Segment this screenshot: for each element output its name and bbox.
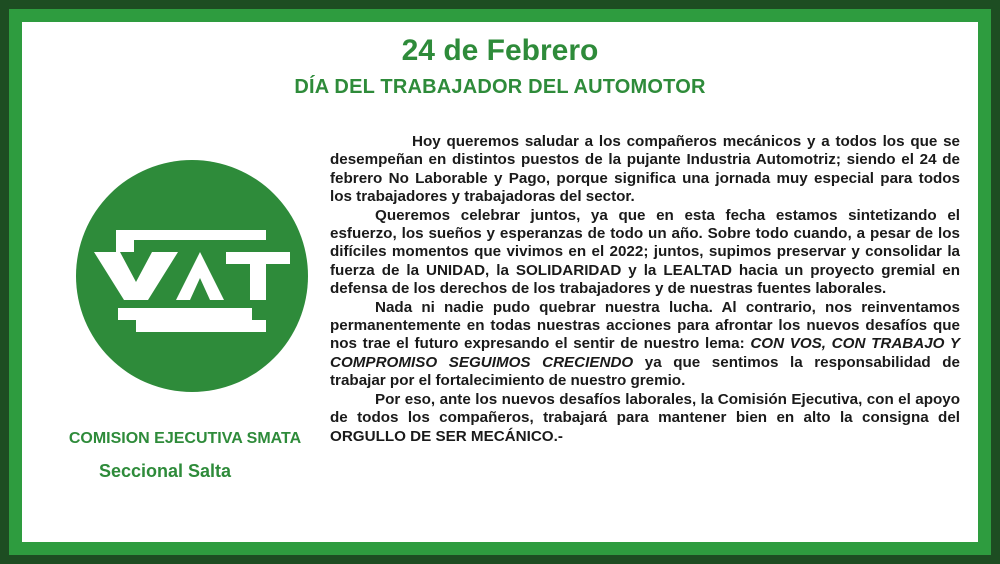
paragraph-4: Por eso, ante los nuevos desafíos laborales, la Comisión Ejecutiva, con el apoyo de todos los compañeros, trabajará para mantener bien en alto la consigna del ORGULLO DE SER MECÁNICO.-: [330, 390, 960, 445]
page-subtitle: DÍA DEL TRABAJADOR DEL AUTOMOTOR: [294, 76, 706, 98]
paragraph-2: Queremos celebrar juntos, ya que en esta fecha estamos sintetizando el esfuerzo, los sueños y esperanzas de todo un año. Sobre todo cuando, a pesar de los difíciles momentos que vivimos en el 2022; juntos, supimos preservar y consolidar la fuerza de la UNIDAD, la SOLIDARIDAD y la LEALTAD hacia un proyecto gremial en defensa de los derechos de los trabajadores y de nuestras fuentes laborales.: [330, 206, 960, 298]
smata-logo-icon: [76, 160, 308, 392]
paragraph-3-end: ya que sentimos la responsabilidad de trabajar por el fortalecimiento de nuestro gremio.: [330, 353, 960, 390]
motto: CON VOS, CON TRABAJO Y COMPROMISO SEGUIMOS CRECIENDO: [330, 335, 960, 371]
paragraph-1: Hoy queremos saludar a los compañeros mecánicos y a todos los que se desempeñan en distintos puestos de la pujante Industria Automotriz; siendo el 24 de febrero No Laborable y Pago, porque significa una jornada muy especial para todos los trabajadores y trabajadoras del sector.: [330, 133, 960, 206]
organization-name: COMISION EJECUTIVA SMATA: [68, 430, 302, 447]
paragraph-3: [330, 299, 960, 391]
message-body: [330, 133, 960, 446]
page-title: 24 de Febrero: [401, 34, 599, 67]
organization-branch: Seccional Salta: [98, 461, 232, 481]
paragraph-3-start: Nada ni nadie pudo quebrar nuestra lucha. Al contrario, nos reinventamos permanentemente en todas nuestras acciones para afrontar los nuevos desafíos que nos trae el futuro expresando el sentir de nuestro lema:: [330, 298, 960, 353]
